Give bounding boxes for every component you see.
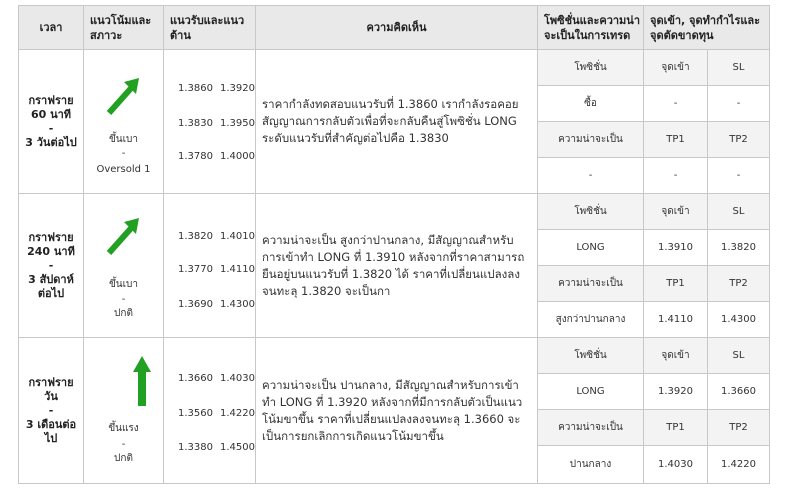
trend-separator: - [121, 294, 126, 305]
resistance-level: 1.4300 [220, 299, 255, 310]
grid-entry-value: - [644, 86, 708, 122]
row1-comment [256, 50, 538, 194]
support-level: 1.3830 [178, 118, 213, 129]
grid-position-value: LONG [538, 374, 644, 410]
trend-condition: Oversold 1 [96, 164, 151, 175]
header-time: เวลา [19, 6, 84, 50]
trend-condition: ปกติ [114, 453, 133, 464]
support-level: 1.3560 [178, 408, 213, 419]
grid-sl-value: 1.3820 [708, 230, 769, 266]
diagonal-up-arrow-icon [106, 216, 142, 256]
resistance-level: 1.4000 [220, 151, 255, 162]
resistance-level: 1.4220 [220, 408, 255, 419]
grid-probability-label: ความน่าจะเป็น [538, 122, 644, 158]
grid-probability-value: ปานกลาง [538, 446, 644, 483]
comment-text: ความน่าจะเป็น ปานกลาง, มีสัญญาณสำหรับการเข้าทำ LONG ที่ 1.3920 หลังจากที่มีการกลับตัวเป็นแนวโน้มขาขึ้น ราคาที่เปลี่ยนแปลงลงจนทะลุ 1.3660 จะเป็นการยกเลิกการเกิดแนวโน้มขาขึ้น [262, 377, 523, 443]
trend-label: ขึ้นเบา [108, 279, 139, 290]
grid-tp1-value: - [644, 158, 708, 193]
grid-tp1-label: TP1 [644, 122, 708, 158]
row2-time [19, 194, 84, 338]
forecast-table [18, 5, 770, 484]
time-line: 3 วันต่อไป [25, 135, 77, 149]
resistance-level: 1.4030 [220, 373, 255, 384]
row2-levels [164, 194, 256, 338]
support-level: 1.3380 [178, 442, 213, 453]
trend-label: ขึ้นแรง [108, 423, 139, 434]
grid-position-label: โพซิชั่น [538, 194, 644, 230]
resistance-level: 1.4110 [220, 264, 255, 275]
time-line: วัน [44, 389, 58, 403]
header-position: โพซิชั่นและความน่าจะเป็นในการเทรด [538, 6, 644, 50]
grid-tp1-label: TP1 [644, 410, 708, 446]
header-trend: แนวโน้มและสภาวะ [84, 6, 164, 50]
row3-grid [538, 338, 769, 483]
support-level: 1.3860 [178, 83, 213, 94]
trend-separator: - [121, 439, 126, 450]
trend-separator: - [121, 148, 126, 159]
time-line: - [48, 403, 54, 417]
grid-entry-label: จุดเข้า [644, 338, 708, 374]
support-level: 1.3780 [178, 151, 213, 162]
grid-entry-value: 1.3920 [644, 374, 708, 410]
grid-tp2-label: TP2 [708, 410, 769, 446]
grid-position-label: โพซิชั่น [538, 338, 644, 374]
grid-tp2-label: TP2 [708, 266, 769, 302]
diagonal-up-arrow-icon [106, 76, 142, 116]
row1-levels [164, 50, 256, 194]
row3-trend [84, 338, 164, 483]
grid-sl-value: 1.3660 [708, 374, 769, 410]
support-level: 1.3660 [178, 373, 213, 384]
grid-entry-label: จุดเข้า [644, 194, 708, 230]
grid-tp1-value: 1.4110 [644, 302, 708, 337]
resistance-level: 1.3920 [220, 83, 255, 94]
support-level: 1.3770 [178, 264, 213, 275]
grid-tp1-value: 1.4030 [644, 446, 708, 483]
time-line: - [48, 258, 54, 272]
row1-grid [538, 50, 769, 194]
trend-condition: ปกติ [114, 308, 133, 319]
time-line: 3 สัปดาห์ [28, 272, 74, 286]
row2-grid [538, 194, 769, 338]
grid-sl-value: - [708, 86, 769, 122]
time-line: กราฟราย [28, 375, 74, 389]
row3-levels [164, 338, 256, 483]
time-line: ต่อไป [37, 286, 65, 300]
header-comment: ความคิดเห็น [256, 6, 538, 50]
time-line: ไป [44, 431, 58, 445]
grid-position-value: ซื้อ [538, 86, 644, 122]
trend-label: ขึ้นเบา [108, 134, 139, 145]
row1-time [19, 50, 84, 194]
row1-trend [84, 50, 164, 194]
grid-probability-value: - [538, 158, 644, 193]
grid-tp2-value: - [736, 170, 741, 181]
row3-comment [256, 338, 538, 483]
up-arrow-icon [132, 356, 152, 406]
grid-position-label: โพซิชั่น [538, 50, 644, 86]
header-targets: จุดเข้า, จุดทำกำไรและจุดตัดขาดทุน [644, 6, 769, 50]
support-level: 1.3820 [178, 231, 213, 242]
grid-sl-label: SL [708, 338, 769, 374]
resistance-level: 1.3950 [220, 118, 255, 129]
time-line: กราฟราย [28, 93, 74, 107]
grid-position-value: LONG [538, 230, 644, 266]
row2-trend [84, 194, 164, 338]
header-levels: แนวรับและแนวต้าน [164, 6, 256, 50]
time-line: 240 นาที [27, 244, 75, 258]
grid-tp2-label: TP2 [708, 122, 769, 158]
time-line: กราฟราย [28, 230, 74, 244]
grid-probability-value: สูงกว่าปานกลาง [538, 302, 644, 337]
grid-sl-label: SL [708, 50, 769, 86]
row2-comment [256, 194, 538, 338]
time-line: 60 นาที [30, 107, 72, 121]
support-level: 1.3690 [178, 299, 213, 310]
grid-tp2-value: 1.4220 [721, 459, 756, 470]
comment-text: ราคากำลังทดสอบแนวรับที่ 1.3860 เรากำลังรอคอยสัญญาณการกลับตัวเพื่อที่จะกลับคืนสู่โพซิชั่น LONG ระดับแนวรับที่สำคัญต่อไปคือ 1.3830 [262, 97, 519, 145]
row3-time [19, 338, 84, 483]
grid-tp1-label: TP1 [644, 266, 708, 302]
resistance-level: 1.4500 [220, 442, 255, 453]
time-line: - [48, 121, 54, 135]
grid-entry-label: จุดเข้า [644, 50, 708, 86]
grid-tp2-value: 1.4300 [721, 314, 756, 325]
grid-probability-label: ความน่าจะเป็น [538, 266, 644, 302]
grid-probability-label: ความน่าจะเป็น [538, 410, 644, 446]
comment-text: ความน่าจะเป็น สูงกว่าปานกลาง, มีสัญญาณสำหรับการเข้าทำ LONG ที่ 1.3910 หลังจากที่ราคาสามารถยืนอยู่บนแนวรับที่ 1.3820 ได้ ราคาที่เปลี่ยนแปลงลงจนทะลุ 1.3820 จะเป็นกา [262, 232, 525, 298]
grid-sl-label: SL [708, 194, 769, 230]
grid-entry-value: 1.3910 [644, 230, 708, 266]
resistance-level: 1.4010 [220, 231, 255, 242]
time-line: 3 เดือนต่อ [25, 417, 77, 431]
